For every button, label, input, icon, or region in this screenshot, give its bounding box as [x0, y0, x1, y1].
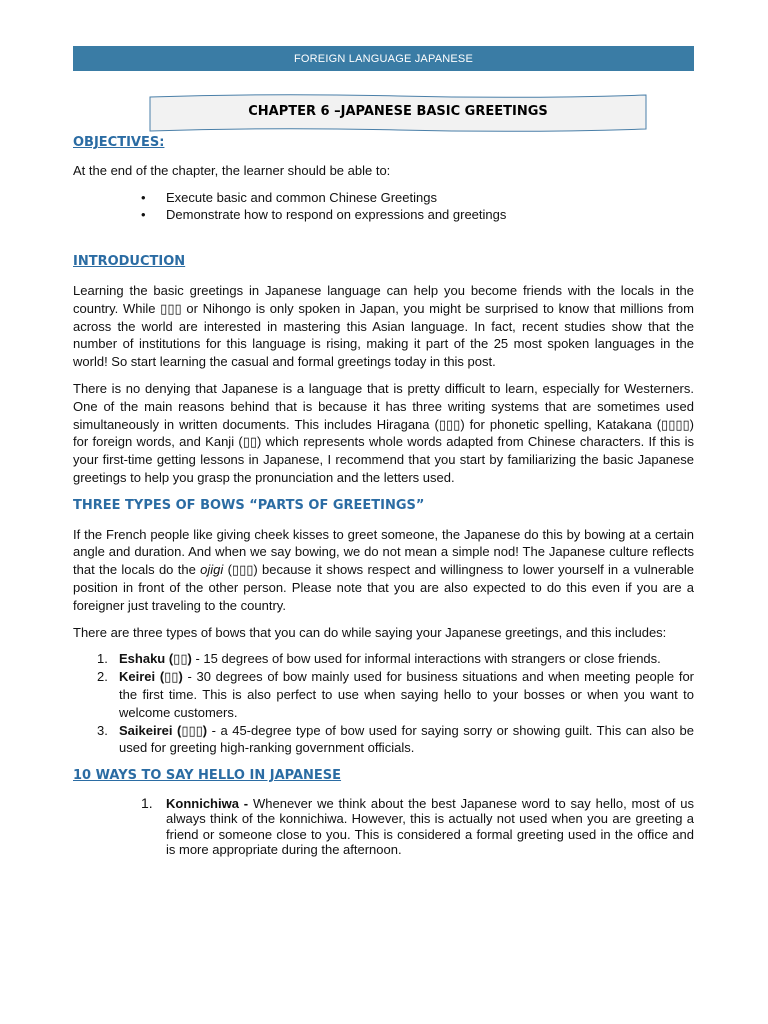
document-body — [73, 134, 694, 858]
bows-paragraph: If the French people like giving cheek kisses to greet someone, the Japanese do this by bowing at a certain angle and duration. And when we say bowing, we do not mean a simple nod! The Japanese culture reflects that the locals do the ojigi (▯▯▯) because it shows respect and willingness to lower yourself in a vulnerable position in front of the other person. Please note that you are also expected to do this even if you are a foreigner just traveling to the country. — [73, 526, 694, 613]
chapter-title: CHAPTER 6 –JAPANESE BASIC GREETINGS — [248, 104, 548, 119]
objectives-intro: At the end of the chapter, the learner should be able to: — [73, 162, 391, 178]
ojigi-term: ojigi — [200, 562, 224, 578]
hello-item: 1. Konnichiwa - Whenever we think about the best Japanese word to say hello, most of us always think of the konnichiwa. However, this is actually not used when you are greeting a friend or someone close to you. This is considered a formal greeting used in the office and is more appropriate during the afternoon. — [141, 794, 694, 858]
introduction-paragraph: There is no denying that Japanese is a language that is pretty difficult to learn, especially for Westerners. One of the main reasons behind that is because it has three writing systems that are sometimes used simultaneously in written documents. This includes Hiragana (▯▯▯) for phonetic spelling, Katakana (▯▯▯▯) for foreign words, and Kanji (▯▯) which represents whole words adapted from Chinese characters. If this is your first-time getting lessons in Japanese, I recommend that you start by familiarizing the basic Japanese greetings to help you grasp the pronunciation and the letters used. — [73, 380, 694, 485]
bow-item: 2. Keirei (▯▯) - 30 degrees of bow mainly used for business situations and when meeting people for the first time. This is also perfect to use when saying hello to your bosses or when you want to welcome customers. — [97, 669, 694, 720]
introduction-paragraph: Learning the basic greetings in Japanese language can help you become friends with the locals in the country. While ▯▯▯ or Nihongo is only spoken in Japan, you might be surprised to know that millions from across the world are interested in mastering this Asian language. In fact, recent studies show that the number of institutions for this language is rising, making it part of the 25 most spoken languages in the world! So start learning the casual and formal greetings today in this post. — [73, 282, 694, 370]
bow-item: 3. Saikeirei (▯▯▯) - a 45-degree type of bow used for saying sorry or showing guilt. This can also be used for greeting high-ranking government officials. — [97, 722, 695, 756]
introduction-heading: INTRODUCTION — [73, 254, 186, 270]
objectives-heading: OBJECTIVES: — [73, 135, 165, 150]
header-bar — [73, 46, 694, 71]
hello-list — [73, 796, 694, 858]
objective-item: • Demonstrate how to respond on expressions and greetings — [73, 206, 694, 224]
bows-heading: THREE TYPES OF BOWS “PARTS OF GREETINGS” — [73, 497, 425, 513]
objective-item: • Execute basic and common Chinese Greetings — [73, 189, 694, 207]
document-header-title: FOREIGN LANGUAGE JAPANESE — [293, 52, 473, 65]
hello-heading: 10 WAYS TO SAY HELLO IN JAPANESE — [73, 768, 342, 784]
bow-item: 1. Eshaku (▯▯) - 15 degrees of bow used for informal interactions with strangers or close friends. — [97, 651, 661, 667]
bows-list — [73, 650, 694, 757]
objectives-list — [73, 189, 694, 225]
chapter-title-box — [146, 93, 650, 133]
bows-paragraph: There are three types of bows that you can do while saying your Japanese greetings, and this includes: — [73, 624, 667, 640]
